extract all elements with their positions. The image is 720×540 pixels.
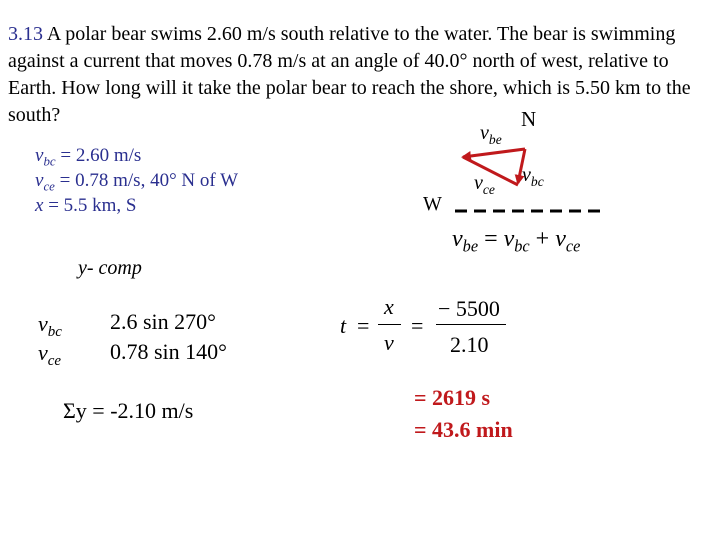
diagram-vce-subscript: ce xyxy=(482,181,495,197)
ycomp-row2-label xyxy=(38,340,62,370)
given-vbc-value: = 2.60 m/s xyxy=(60,145,142,166)
ycomp-row1-symbol: v xyxy=(38,311,48,336)
given-vce-value: = 0.78 m/s, 40° N of W xyxy=(59,170,239,191)
diagram-vce-label xyxy=(474,172,495,195)
diagram-vbe-subscript: be xyxy=(488,131,502,147)
given-vbc-symbol: v xyxy=(35,145,44,166)
relation-a-subscript: bc xyxy=(514,236,530,256)
relation-a-symbol: v xyxy=(503,226,515,252)
time-numerator-value: − 5500 xyxy=(438,296,500,321)
time-t: t xyxy=(340,313,347,338)
ycomp-row1-label xyxy=(38,311,62,341)
relation-plus: + xyxy=(529,226,556,252)
time-numerator: x xyxy=(384,294,394,319)
time-fraction-bar-2 xyxy=(436,324,506,325)
ycomp-row2-subscript: ce xyxy=(47,353,62,370)
ycomp-heading: y- comp xyxy=(78,257,142,279)
relation-equals: = xyxy=(478,226,504,252)
given-vce-subscript: ce xyxy=(43,178,55,194)
time-eq2: = xyxy=(411,313,424,338)
relation-lhs-subscript: be xyxy=(462,236,479,256)
ycomp-row2-value: 0.78 sin 140° xyxy=(110,339,227,364)
diagram-vbc-symbol: v xyxy=(522,164,531,186)
ycomp-sum: Σy = -2.10 m/s xyxy=(63,398,194,423)
relation-b-subscript: ce xyxy=(565,236,581,256)
diagram-vbc-subscript: bc xyxy=(530,173,544,189)
time-denominator-value: 2.10 xyxy=(450,332,489,357)
vector-vbe-line xyxy=(463,149,525,157)
given-vce-symbol: v xyxy=(35,170,44,191)
diagram-vce-symbol: v xyxy=(474,172,483,194)
time-denominator: v xyxy=(384,330,394,355)
diagram-vbe-symbol: v xyxy=(480,122,489,144)
given-vbc-subscript: bc xyxy=(43,153,56,169)
diagram-vbe-label xyxy=(480,122,502,145)
ycomp-row1-value: 2.6 sin 270° xyxy=(110,309,216,334)
time-fraction-bar xyxy=(378,324,401,325)
ycomp-row1-subscript: bc xyxy=(47,324,62,341)
relation-b-symbol: v xyxy=(555,226,566,252)
problem-number: 3.13 xyxy=(8,23,43,45)
north-label: N xyxy=(521,107,537,131)
vector-relation xyxy=(452,226,581,256)
problem-text: A polar bear swims 2.60 m/s south relative to the water. The bear is swimming against a current that moves 0.78 m/s at an angle of 40.0° north of west, relative to Earth. How long will it take the polar bear to reach the shore, which is 5.50 km to the south? xyxy=(8,23,691,126)
relation-lhs-symbol: v xyxy=(452,226,463,252)
given-x-symbol: x xyxy=(35,195,44,216)
diagram-vbc-label xyxy=(522,164,544,187)
ycomp-row2-symbol: v xyxy=(38,340,48,365)
given-x-value: = 5.5 km, S xyxy=(48,195,137,216)
time-result-seconds: = 2619 s xyxy=(414,385,491,410)
west-label: W xyxy=(423,193,442,215)
time-eq1: = xyxy=(357,313,370,338)
time-result-minutes: = 43.6 min xyxy=(414,417,513,442)
